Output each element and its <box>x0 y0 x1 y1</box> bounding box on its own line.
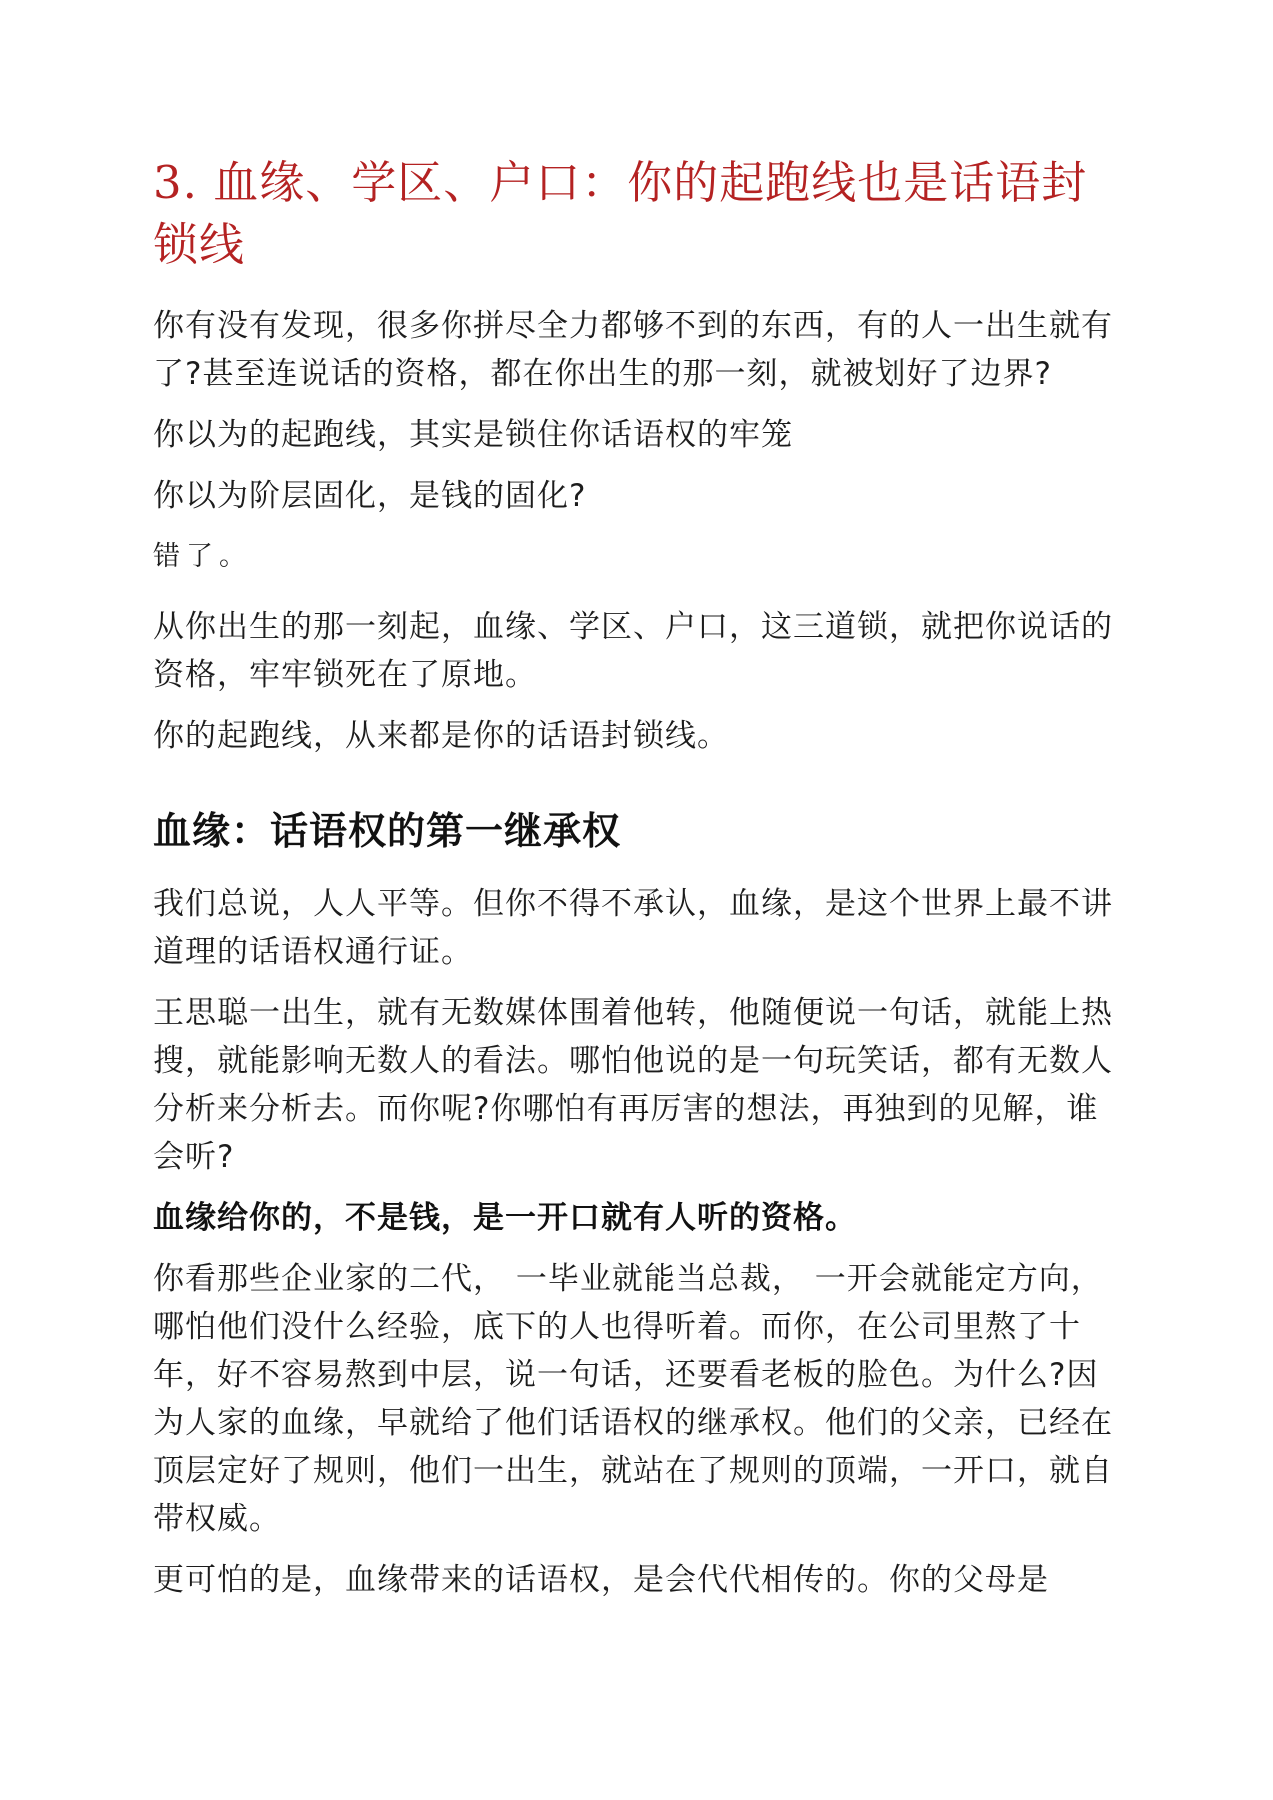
body-paragraph-emphasis: 血缘给你的，不是钱，是一开口就有人听的资格。 <box>153 1200 857 1236</box>
document-page <box>153 152 1113 1617</box>
intro-paragraph: 你以为的起跑线，其实是锁住你话语权的牢笼 <box>153 417 793 453</box>
section-title: 3. 血缘、学区、户口：你的起跑线也是话语封锁线 <box>153 156 1088 271</box>
intro-paragraph: 你有没有发现，很多你拼尽全力都够不到的东西，有的人一出生就有了?甚至连说话的资格，都在你出生的那一刻，就被划好了边界? <box>153 308 1113 392</box>
body-paragraph: 更可怕的是，血缘带来的话语权，是会代代相传的。你的父母是 <box>153 1562 1049 1598</box>
body-paragraph: 我们总说，人人平等。但你不得不承认，血缘，是这个世界上最不讲道理的话语权通行证。 <box>153 886 1113 970</box>
intro-paragraph: 你的起跑线，从来都是你的话语封锁线。 <box>153 718 729 754</box>
body-paragraph: 王思聪一出生，就有无数媒体围着他转，他随便说一句话，就能上热搜，就能影响无数人的看法。哪怕他说的是一句玩笑话，都有无数人分析来分析去。而你呢?你哪怕有再厉害的想法，再独到的见解，谁会听? <box>153 995 1113 1175</box>
intro-paragraph: 你以为阶层固化，是钱的固化? <box>153 478 587 514</box>
intro-paragraph: 从你出生的那一刻起，血缘、学区、户口，这三道锁，就把你说话的资格，牢牢锁死在了原地。 <box>153 609 1113 693</box>
sub-heading: 血缘：话语权的第一继承权 <box>153 809 622 853</box>
intro-paragraph-short: 错了。 <box>153 541 252 572</box>
body-paragraph: 你看那些企业家的二代， 一毕业就能当总裁， 一开会就能定方向，哪怕他们没什么经验，底下的人也得听着。而你，在公司里熬了十年，好不容易熬到中层，说一句话，还要看老板的脸色。为什么?因为人家的血缘，早就给了他们话语权的继承权。他们的父亲，已经在顶层定好了规则，他们一出生，就站在了规则的顶端，一开口，就自带权威。 <box>153 1261 1113 1537</box>
